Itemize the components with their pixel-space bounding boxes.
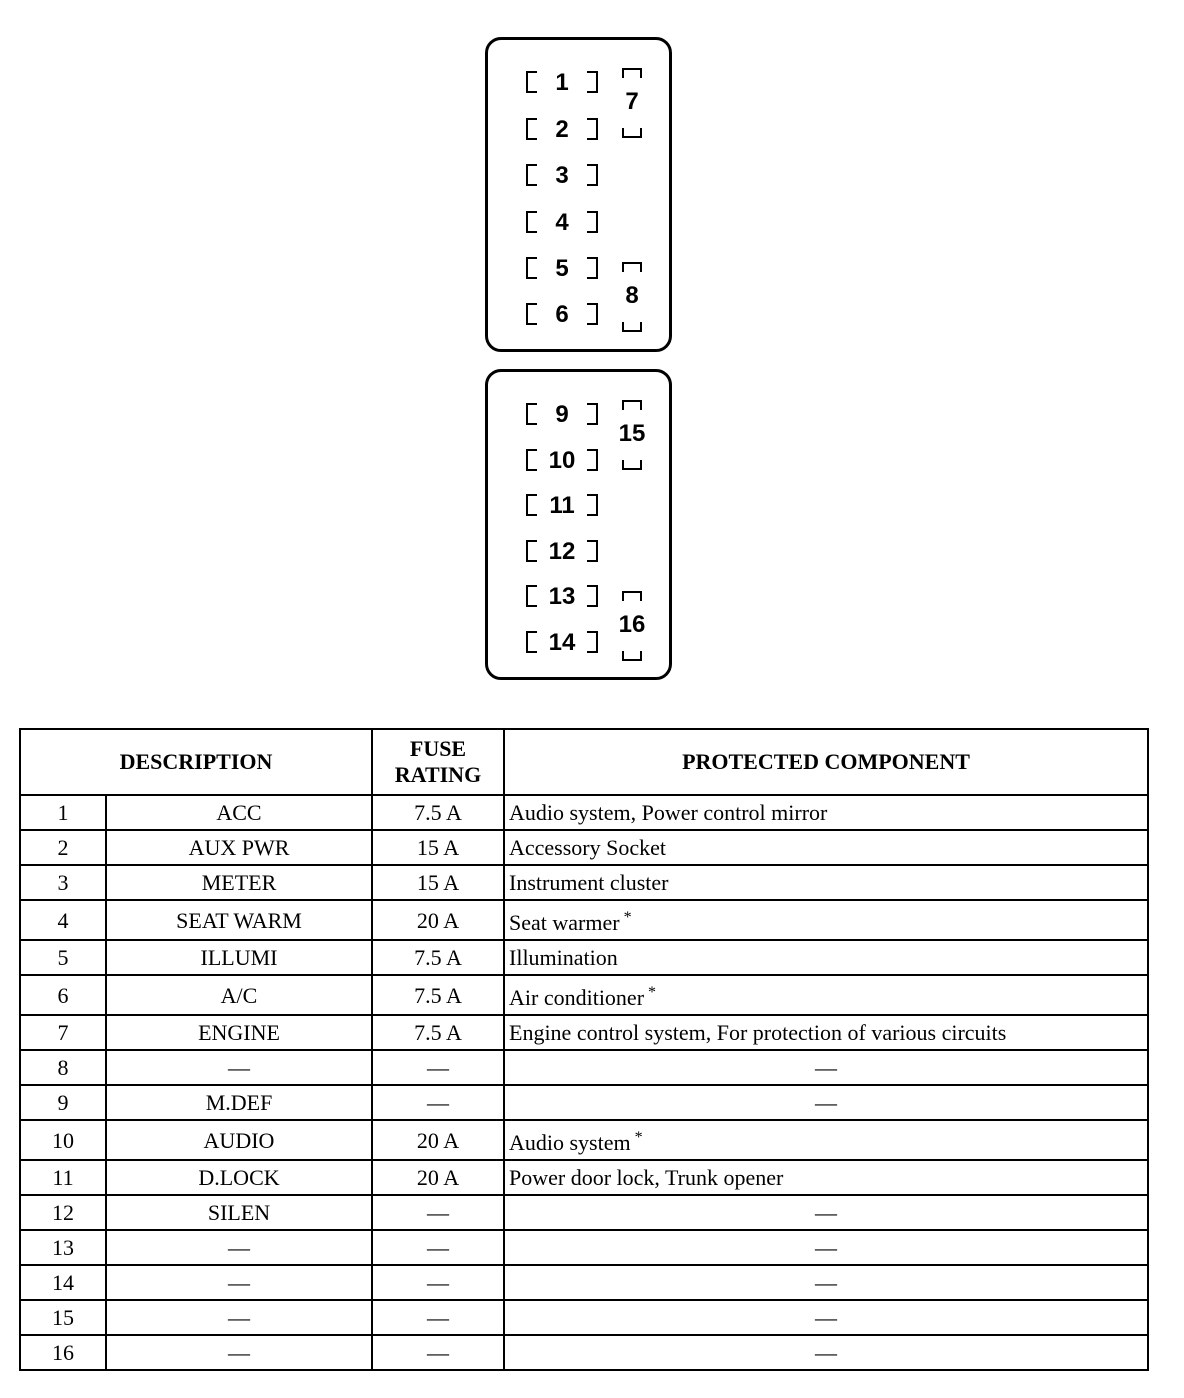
table-row [20,1015,1148,1050]
table-row [20,1335,1148,1370]
fuse-description-cell: SEAT WARM [106,900,372,940]
fuse-rating-cell: 7.5 A [372,1015,504,1050]
fuse-description-cell: A/C [106,975,372,1015]
protected-component-cell [504,1015,1148,1050]
table-row [20,1160,1148,1195]
table-row [20,830,1148,865]
table-row [20,900,1148,940]
protected-component-text: Instrument cluster [509,870,669,895]
fuse-slot-2: 2 [526,114,598,146]
protected-component-text: — [815,1270,837,1295]
fuse-number-cell: 2 [20,830,106,865]
fuse-table [19,728,1149,1371]
protected-component-cell [504,1050,1148,1085]
protected-component-cell [504,830,1148,865]
protected-component-cell [504,1120,1148,1160]
protected-component-text: Accessory Socket [509,835,667,860]
fuse-slot-3: 3 [526,160,598,192]
protected-component-text: — [815,1235,837,1260]
protected-component-text: Audio system [509,1130,631,1155]
fuse-rating-cell: — [372,1265,504,1300]
fuse-description-cell: AUX PWR [106,830,372,865]
protected-component-cell [504,975,1148,1015]
fuse-rating-cell: 15 A [372,830,504,865]
fuse-number-cell: 6 [20,975,106,1015]
protected-component-text: — [815,1200,837,1225]
fuse-number-cell: 11 [20,1160,106,1195]
fuse-rating-cell: — [372,1300,504,1335]
fuse-rating-cell: 7.5 A [372,940,504,975]
fuse-slot-8: 8 [619,262,645,332]
fuse-slot-12: 12 [526,536,598,568]
fuse-description-cell: — [106,1300,372,1335]
protected-component-cell [504,1160,1148,1195]
fuse-description-cell: — [106,1265,372,1300]
fuse-table-body [20,795,1148,1370]
header-protected-component: PROTECTED COMPONENT [504,729,1148,795]
fuse-description-cell: AUDIO [106,1120,372,1160]
fuse-number-cell: 1 [20,795,106,830]
table-row [20,795,1148,830]
protected-component-cell [504,1230,1148,1265]
fuse-rating-cell: 15 A [372,865,504,900]
fuse-number-cell: 13 [20,1230,106,1265]
fuse-description-cell: — [106,1050,372,1085]
fuse-rating-cell: — [372,1230,504,1265]
protected-component-text: Audio system, Power control mirror [509,800,828,825]
fuse-description-cell: METER [106,865,372,900]
fuse-slot-15: 15 [619,400,645,470]
protected-component-cell [504,1085,1148,1120]
fuse-slot-11: 11 [526,490,598,522]
table-row [20,1120,1148,1160]
protected-component-text: Air conditioner [509,985,645,1010]
fuse-description-cell: M.DEF [106,1085,372,1120]
fuse-rating-cell: — [372,1335,504,1370]
fuse-box-lower [485,369,672,680]
protected-component-text: — [815,1340,837,1365]
protected-component-cell [504,1265,1148,1300]
protected-component-text: — [815,1305,837,1330]
protected-component-text: Seat warmer [509,910,620,935]
fuse-number-cell: 8 [20,1050,106,1085]
fuse-number-cell: 5 [20,940,106,975]
fuse-box-upper [485,37,672,352]
table-row [20,1230,1148,1265]
fuse-description-cell: ACC [106,795,372,830]
footnote-asterisk: * [648,984,657,1001]
protected-component-cell [504,940,1148,975]
table-header-row [20,729,1148,795]
fuse-description-cell: D.LOCK [106,1160,372,1195]
protected-component-text: Engine control system, For protection of various circuits [509,1020,1007,1045]
protected-component-cell [504,865,1148,900]
fuse-rating-cell: — [372,1195,504,1230]
fuse-number-cell: 14 [20,1265,106,1300]
fuse-rating-cell: 20 A [372,1120,504,1160]
fuse-description-cell: — [106,1335,372,1370]
fuse-number-cell: 9 [20,1085,106,1120]
table-row [20,940,1148,975]
fuse-description-cell: ILLUMI [106,940,372,975]
table-row [20,1265,1148,1300]
fuse-rating-cell: 7.5 A [372,975,504,1015]
fuse-rating-cell: — [372,1085,504,1120]
footnote-asterisk: * [634,1129,643,1146]
table-row [20,975,1148,1015]
fuse-number-cell: 15 [20,1300,106,1335]
fuse-slot-1: 1 [526,67,598,99]
protected-component-cell [504,795,1148,830]
fuse-slot-7: 7 [619,68,645,138]
table-row [20,1085,1148,1120]
fuse-number-cell: 7 [20,1015,106,1050]
fuse-slot-6: 6 [526,299,598,331]
fuse-slot-9: 9 [526,399,598,431]
fuse-description-cell: SILEN [106,1195,372,1230]
protected-component-text: Illumination [509,945,618,970]
table-row [20,1050,1148,1085]
fuse-slot-4: 4 [526,207,598,239]
protected-component-text: — [815,1055,837,1080]
fuse-slot-5: 5 [526,253,598,285]
fuse-rating-cell: 20 A [372,900,504,940]
protected-component-cell [504,1195,1148,1230]
fuse-description-cell: ENGINE [106,1015,372,1050]
header-description: DESCRIPTION [20,729,372,795]
table-row [20,1195,1148,1230]
fuse-number-cell: 3 [20,865,106,900]
fuse-slot-16: 16 [619,591,645,661]
protected-component-text: — [815,1090,837,1115]
fuse-number-cell: 10 [20,1120,106,1160]
protected-component-cell [504,1300,1148,1335]
table-row [20,865,1148,900]
fuse-number-cell: 4 [20,900,106,940]
fuse-number-cell: 16 [20,1335,106,1370]
footnote-asterisk: * [623,909,632,926]
fuse-rating-cell: 20 A [372,1160,504,1195]
fuse-description-cell: — [106,1230,372,1265]
protected-component-cell [504,900,1148,940]
protected-component-text: Power door lock, Trunk opener [509,1165,784,1190]
protected-component-cell [504,1335,1148,1370]
fuse-slot-13: 13 [526,581,598,613]
fuse-slot-10: 10 [526,445,598,477]
header-fuse-rating: FUSE RATING [372,729,504,795]
table-row [20,1300,1148,1335]
fuse-rating-cell: — [372,1050,504,1085]
fuse-number-cell: 12 [20,1195,106,1230]
fuse-rating-cell: 7.5 A [372,795,504,830]
fuse-slot-14: 14 [526,627,598,659]
